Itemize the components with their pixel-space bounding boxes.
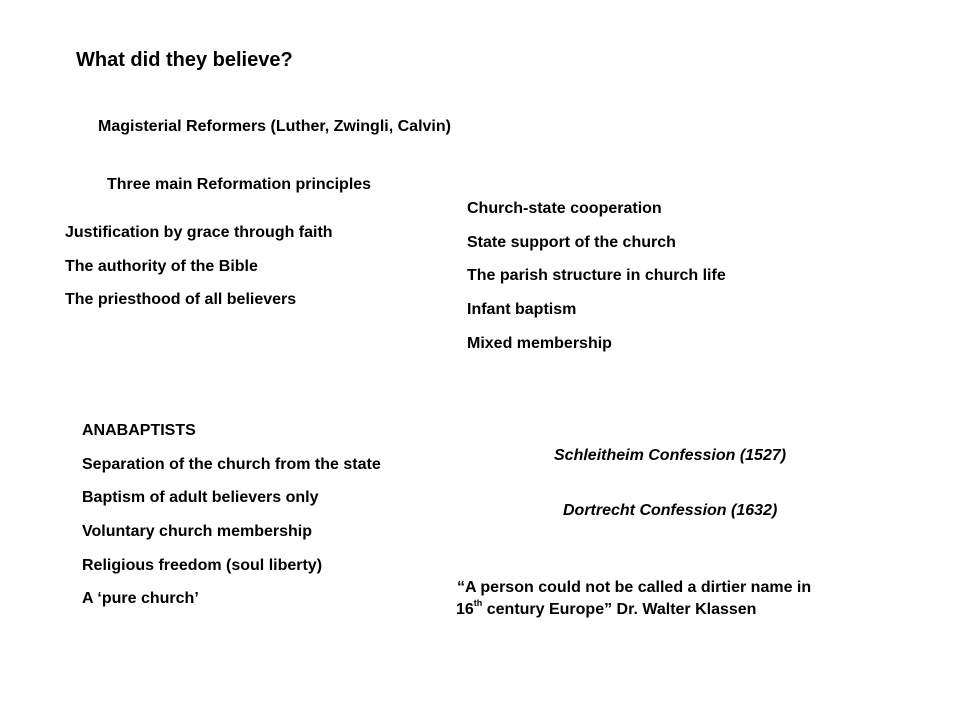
practice-item: The parish structure in church life [467, 267, 726, 284]
confession-item: Schleitheim Confession (1527) [554, 447, 787, 464]
anabaptist-item: A ‘pure church’ [82, 590, 199, 607]
page-title: What did they believe? [76, 49, 293, 71]
quote-century-number: 16 [456, 601, 474, 618]
quote-line-2 [456, 599, 811, 621]
anabaptist-item: Separation of the church from the state [82, 456, 381, 473]
anabaptist-item: Religious freedom (soul liberty) [82, 557, 323, 574]
principle-item: The authority of the Bible [65, 258, 258, 275]
practice-item: Mixed membership [467, 335, 612, 352]
magisterial-heading: Magisterial Reformers (Luther, Zwingli, Calvin) [98, 118, 451, 135]
klassen-quote [456, 577, 811, 621]
practice-item: Church-state cooperation [467, 200, 662, 217]
principle-item: The priesthood of all believers [65, 291, 297, 308]
practice-item: Infant baptism [467, 301, 577, 318]
confession-item: Dortrecht Confession (1632) [563, 502, 778, 519]
quote-line-1: “A person could not be called a dirtier name in [457, 579, 812, 596]
quote-line-2-text: century Europe” Dr. Walter Klassen [482, 601, 757, 618]
anabaptist-item: Voluntary church membership [82, 523, 312, 540]
principle-item: Justification by grace through faith [65, 224, 333, 241]
principles-heading: Three main Reformation principles [107, 176, 372, 193]
anabaptist-item: Baptism of adult believers only [82, 489, 319, 506]
anabaptists-heading: ANABAPTISTS [82, 422, 196, 439]
quote-ordinal-suffix: th [473, 597, 483, 608]
practice-item: State support of the church [467, 234, 676, 251]
